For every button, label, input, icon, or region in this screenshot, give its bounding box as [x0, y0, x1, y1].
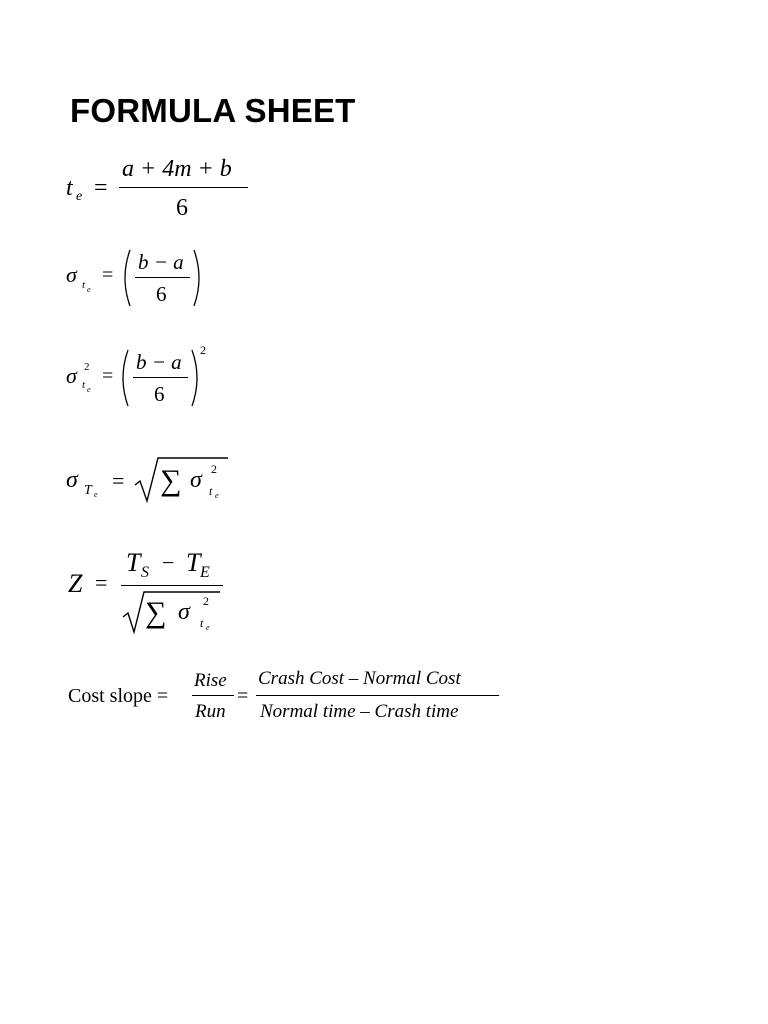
- formula6-equals: =: [237, 685, 249, 707]
- formula1-lhs-sub: e: [76, 189, 83, 204]
- formula6-label: Cost slope =: [68, 685, 169, 707]
- formula5-inner-sub-e: e: [206, 623, 210, 632]
- formula3-sup: 2: [84, 361, 90, 373]
- formula5-inner-sub-t: t: [200, 616, 204, 630]
- formula5-num-S: S: [141, 564, 149, 581]
- formula3-numerator: b − a: [136, 350, 182, 374]
- formula2-fraction-bar: [135, 277, 190, 278]
- formula5-sum: ∑: [145, 596, 167, 629]
- formula4-inner-sigma: σ: [190, 467, 202, 493]
- formula1-equals: =: [94, 175, 108, 201]
- formula4-sigma: σ: [66, 467, 78, 493]
- formula1-lhs-var: t: [66, 175, 73, 201]
- formula3-sub-e: e: [87, 385, 91, 394]
- formula4-sum: ∑: [160, 464, 182, 497]
- formula3-denominator: 6: [154, 382, 165, 406]
- formula2-sub-e: e: [87, 285, 91, 294]
- formula6-numerator: Crash Cost – Normal Cost: [258, 668, 461, 689]
- formula5-inner-sup: 2: [203, 594, 209, 608]
- formula1-fraction-bar: [119, 187, 248, 188]
- formula3-sigma: σ: [66, 363, 77, 388]
- formula6-rise: Rise: [194, 670, 227, 691]
- formula6-rise-run-bar: [192, 695, 234, 696]
- formula6-run: Run: [195, 701, 226, 722]
- formula2-sub-t: t: [82, 279, 86, 291]
- formula4-inner-sub-e: e: [215, 491, 219, 500]
- formula5-equals: =: [95, 570, 108, 595]
- formula4-equals: =: [112, 468, 125, 493]
- formula4-sub-e: e: [94, 490, 98, 499]
- formula6-denominator: Normal time – Crash time: [260, 701, 459, 722]
- formula4-inner-sup: 2: [211, 462, 217, 476]
- formula4-inner-sub-t: t: [209, 484, 213, 498]
- formula2-denominator: 6: [156, 282, 167, 306]
- formula5-num-E: E: [200, 564, 210, 581]
- formula3-exponent: 2: [200, 343, 206, 357]
- formula1-denominator: 6: [176, 195, 188, 221]
- formula5-minus: −: [162, 550, 175, 575]
- formula4-sub-T: T: [84, 483, 92, 498]
- formula5-inner-sigma: σ: [178, 599, 190, 625]
- formula1-numerator: a + 4m + b: [122, 156, 232, 182]
- formula2-equals: =: [102, 264, 114, 286]
- formula2-numerator: b − a: [138, 250, 184, 274]
- formula6-fraction-bar: [256, 695, 499, 696]
- formula5-num-T1: T: [126, 548, 141, 577]
- formula3-equals: =: [102, 365, 114, 387]
- formula2-sigma: σ: [66, 262, 77, 287]
- formula3-sub-t: t: [82, 379, 86, 391]
- formula5-num-T2: T: [186, 548, 201, 577]
- page-title: FORMULA SHEET: [70, 92, 356, 129]
- formula5-lhs: Z: [68, 569, 83, 598]
- formula5-fraction-bar: [121, 585, 223, 586]
- formula3-fraction-bar: [133, 377, 188, 378]
